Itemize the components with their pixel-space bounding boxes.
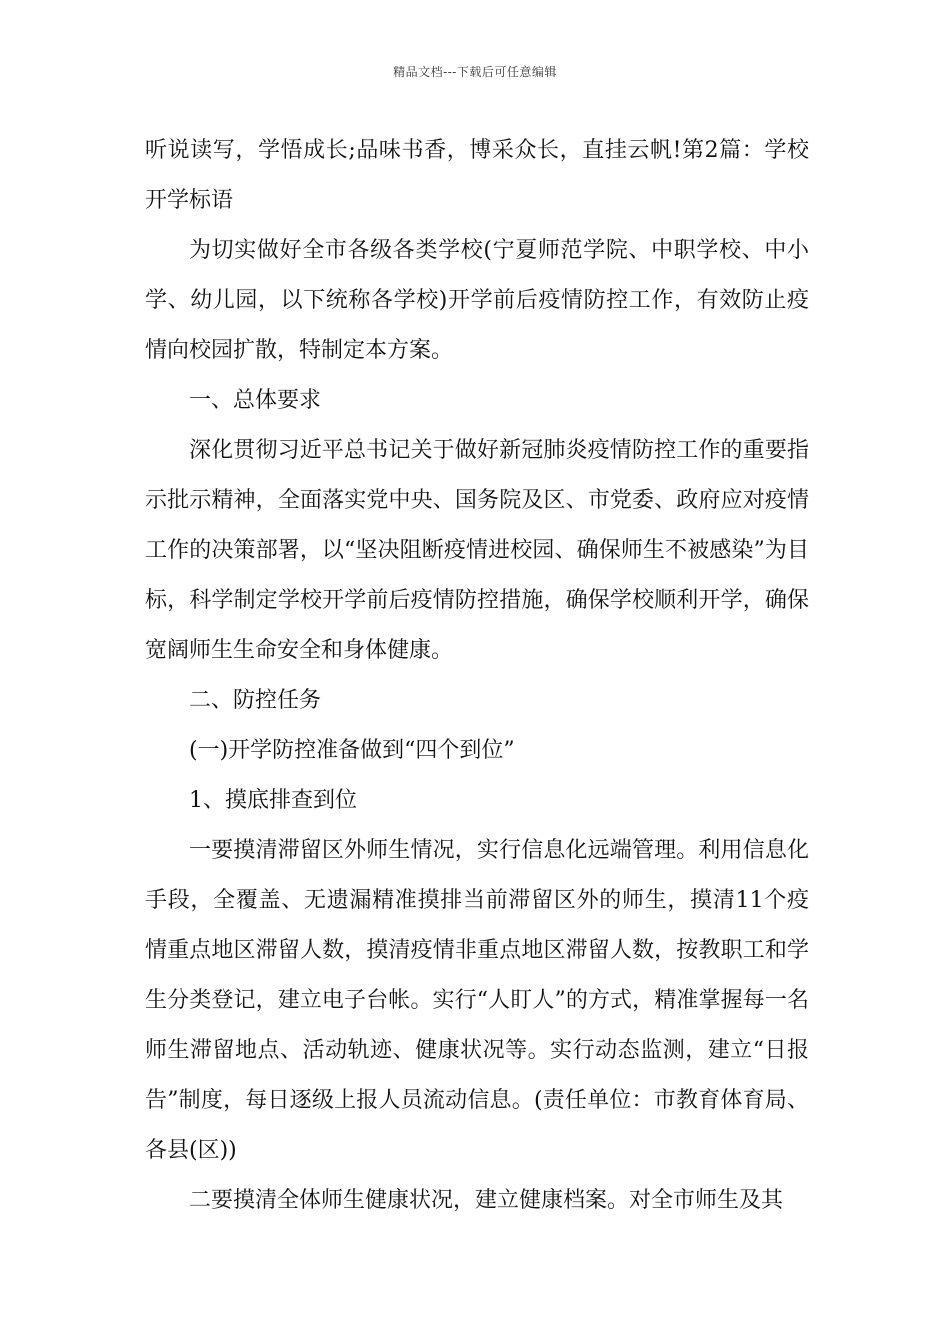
document-body [145,126,809,1226]
subheading-four-in-place: (一)开学防控准备做到“四个到位” [189,738,515,763]
paragraph-requirements: 深化贯彻习近平总书记关于做好新冠肺炎疫情防控工作的重要指示批示精神，全面落实党中央、国务院及区、市党委、政府应对疫情工作的决策部署，以“坚决阻断疫情进校园、确保师生不被感染”为目标，科学制定学校开学前后疫情防控措施，确保学校顺利开学，确保宽阔师生生命安全和身体健康。 [145,438,809,663]
paragraph-slogan-title: 听说读写，学悟成长;品味书香，博采众长，直挂云帆!第2篇：学校开学标语 [145,138,809,213]
subheading-survey: 1、摸底排查到位 [189,788,357,813]
paragraph-health-records: 二要摸清全体师生健康状况，建立健康档案。对全市师生及其 [189,1188,784,1213]
paragraph-intro: 为切实做好全市各级各类学校(宁夏师范学院、中职学校、中小学、幼儿园，以下统称各学校)开学前后疫情防控工作，有效防止疫情向校园扩散，特制定本方案。 [145,238,809,363]
heading-prevention-tasks: 二、防控任务 [189,688,322,713]
paragraph-survey-detail: 一要摸清滞留区外师生情况，实行信息化远端管理。利用信息化手段，全覆盖、无遗漏精准摸排当前滞留区外的师生，摸清11个疫情重点地区滞留人数，摸清疫情非重点地区滞留人数，按教职工和学生分类登记，建立电子台帐。实行“人盯人”的方式，精准掌握每一名师生滞留地点、活动轨迹、健康状况等。实行动态监测，建立“日报告”制度，每日逐级上报人员流动信息。(责任单位：市教育体育局、各县(区)) [145,838,809,1163]
heading-overall-requirements: 一、总体要求 [189,388,322,413]
page-header: 精品文档---下载后可任意编辑 [393,65,557,79]
